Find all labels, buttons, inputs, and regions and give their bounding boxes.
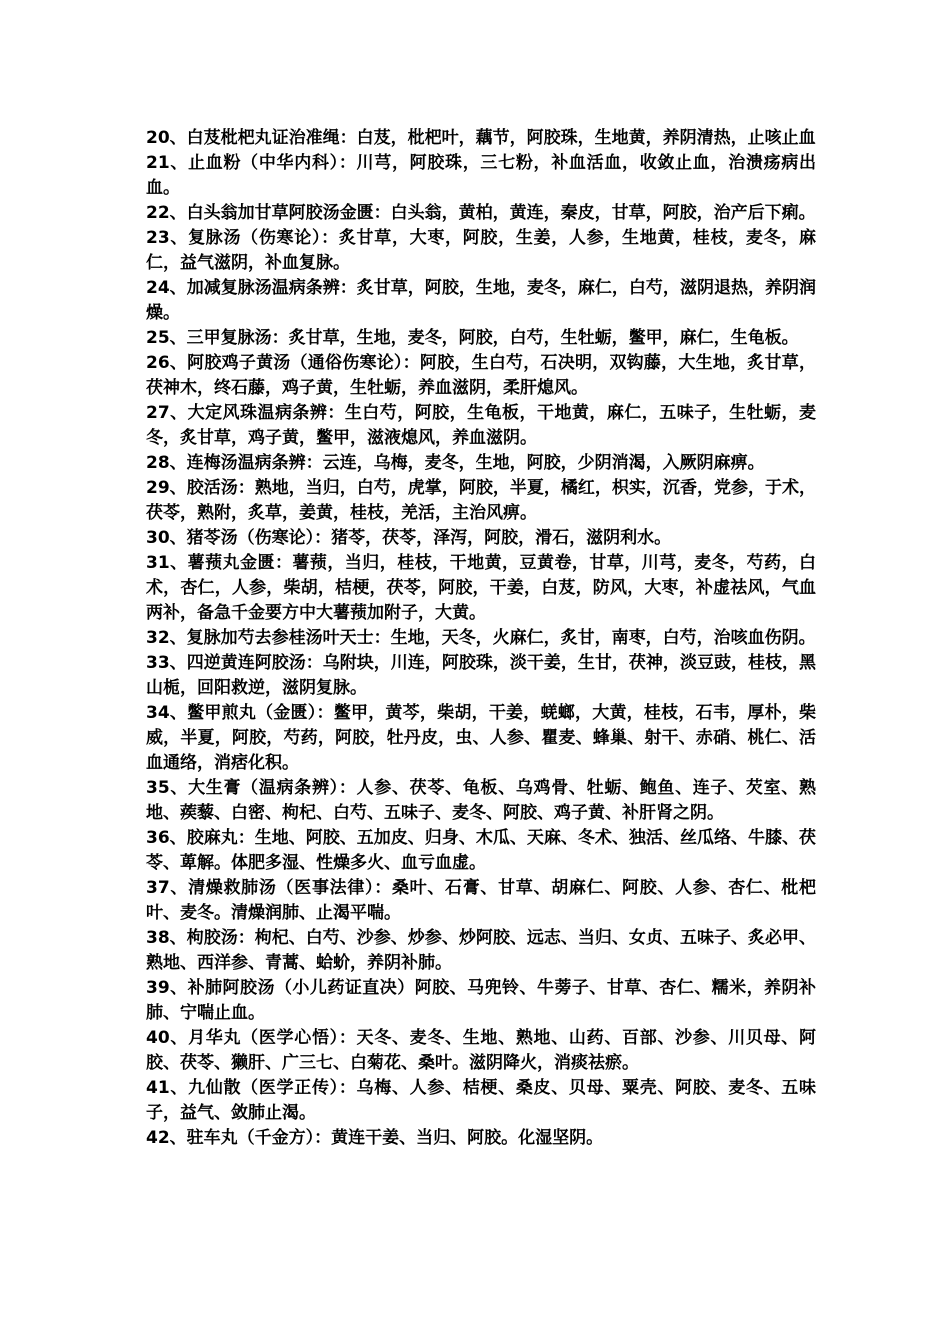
entry-number: 23 [146, 228, 170, 248]
entry-text: 、九仙散（医学正传）：乌梅、人参、桔梗、桑皮、贝母、粟壳、阿胶、麦冬、五味子，益气、敛肺止渴。 [146, 1078, 816, 1123]
entry-number: 21 [146, 153, 170, 173]
formula-entry [146, 626, 816, 651]
formula-entry [146, 151, 816, 201]
entry-text: 、枸胶汤：枸杞、白芍、沙参、炒参、炒阿胶、远志、当归、女贞、五味子、炙必甲、熟地、西洋参、青蒿、蛤蚧，养阴补肺。 [146, 928, 816, 973]
formula-entry [146, 476, 816, 526]
entry-number: 28 [146, 453, 170, 473]
entry-text: 、白头翁加甘草阿胶汤金匮：白头翁，黄柏，黄连，秦皮，甘草，阿胶，治产后下痢。 [169, 203, 816, 223]
formula-entry [146, 451, 816, 476]
entry-number: 32 [146, 628, 170, 648]
formula-entry [146, 701, 816, 776]
formula-entry [146, 1026, 816, 1076]
entry-number: 41 [146, 1078, 170, 1098]
formula-entry [146, 226, 816, 276]
formula-entry [146, 651, 816, 701]
formula-entry [146, 401, 816, 451]
entry-number: 20 [146, 128, 170, 148]
formula-entry [146, 926, 816, 976]
entry-number: 42 [146, 1128, 170, 1148]
entry-number: 40 [146, 1028, 170, 1048]
entry-text: 、驻车丸（千金方）：黄连干姜、当归、阿胶。化湿坚阴。 [169, 1128, 604, 1148]
entry-text: 、胶麻丸：生地、阿胶、五加皮、归身、木瓜、天麻、冬术、独活、丝瓜络、牛膝、茯苓、萆解。体肥多湿、性燥多火、血亏血虚。 [146, 828, 816, 873]
entry-text: 、大生膏（温病条辨）：人参、茯苓、龟板、乌鸡骨、牡蛎、鲍鱼、连子、芡室、熟地、蒺藜、白密、枸杞、白芍、五味子、麦冬、阿胶、鸡子黄、补肝肾之阴。 [146, 778, 816, 823]
entry-number: 35 [146, 778, 170, 798]
entry-number: 36 [146, 828, 170, 848]
entry-number: 30 [146, 528, 170, 548]
entry-text: 、复脉加芍去参桂汤叶天士：生地，天冬，火麻仁，炙甘，南枣，白芍，治咳血伤阴。 [169, 628, 816, 648]
entry-text: 、连梅汤温病条辨：云连，乌梅，麦冬，生地，阿胶，少阴消渴，入厥阴麻痹。 [169, 453, 765, 473]
formula-entry [146, 551, 816, 626]
entry-number: 37 [146, 878, 170, 898]
entry-text: 、补肺阿胶汤（小儿药证直决）阿胶、马兜铃、牛蒡子、甘草、杏仁、糯米，养阴补肺、宁喘止血。 [146, 978, 816, 1023]
formula-entry [146, 776, 816, 826]
entry-text: 、猪苓汤（伤寒论）：猪苓，茯苓，泽泻，阿胶，滑石，滋阴利水。 [169, 528, 672, 548]
formula-entry [146, 126, 816, 151]
entry-number: 27 [146, 403, 170, 423]
entry-number: 31 [146, 553, 170, 573]
entry-text: 、胶活汤：熟地，当归，白芍，虎掌，阿胶，半夏，橘红，枳实，沉香，党参，于术，茯苓，熟附，炙草，姜黄，桂枝，羌活，主治风痹。 [146, 478, 816, 523]
entry-text: 、四逆黄连阿胶汤：乌附块，川连，阿胶珠，淡干姜，生甘，茯神，淡豆豉，桂枝，黑山栀，回阳救逆，滋阴复脉。 [146, 653, 816, 698]
entry-text: 、加减复脉汤温病条辨：炙甘草，阿胶，生地，麦冬，麻仁，白芍，滋阴退热，养阴润燥。 [146, 278, 816, 323]
entry-number: 22 [146, 203, 170, 223]
entry-text: 、白芨枇杷丸证治准绳：白芨，枇杷叶，藕节，阿胶珠，生地黄，养阴清热，止咳止血 [169, 128, 816, 148]
entry-text: 、阿胶鸡子黄汤（通俗伤寒论）：阿胶，生白芍，石决明，双钩藤，大生地，炙甘草，茯神木，终石藤，鸡子黄，生牡蛎，养血滋阴，柔肝熄风。 [146, 353, 816, 398]
entry-text: 、清燥救肺汤（医事法律）：桑叶、石膏、甘草、胡麻仁、阿胶、人参、杏仁、枇杷叶、麦冬。清燥润肺、止渴平喘。 [146, 878, 816, 923]
entry-number: 26 [146, 353, 170, 373]
entry-number: 39 [146, 978, 170, 998]
entry-number: 34 [146, 703, 170, 723]
entry-text: 、复脉汤（伤寒论）：炙甘草，大枣，阿胶，生姜，人参，生地黄，桂枝，麦冬，麻仁，益气滋阴，补血复脉。 [146, 228, 816, 273]
formula-entry [146, 276, 816, 326]
entry-text: 、月华丸（医学心悟）：天冬、麦冬、生地、熟地、山药、百部、沙参、川贝母、阿胶、茯苓、獭肝、广三七、白菊花、桑叶。滋阴降火，消痰祛瘀。 [146, 1028, 816, 1073]
entry-number: 33 [146, 653, 170, 673]
formula-entry [146, 1126, 816, 1151]
formula-entry [146, 876, 816, 926]
formula-entry [146, 526, 816, 551]
entry-number: 25 [146, 328, 170, 348]
formula-entry [146, 326, 816, 351]
document-page [146, 126, 816, 1151]
entry-number: 24 [146, 278, 170, 298]
entry-text: 、大定风珠温病条辨：生白芍，阿胶，生龟板，干地黄，麻仁，五味子，生牡蛎，麦冬，炙甘草，鸡子黄，鳖甲，滋液熄风，养血滋阴。 [146, 403, 816, 448]
formula-entry [146, 351, 816, 401]
entry-number: 29 [146, 478, 170, 498]
entry-text: 、薯蓣丸金匮：薯蓣，当归，桂枝，干地黄，豆黄卷，甘草，川芎，麦冬，芍药，白术，杏仁，人参，柴胡，桔梗，茯苓，阿胶，干姜，白芨，防风，大枣，补虚祛风，气血两补，备急千金要方中大薯蓣加附子，大黄。 [146, 553, 816, 623]
entry-text: 、鳖甲煎丸（金匮）：鳖甲，黄芩，柴胡，干姜，蜣螂，大黄，桂枝，石韦，厚朴，柴威，半夏，阿胶，芍药，阿胶，牡丹皮，虫、人参、瞿麦、蜂巢、射干、赤硝、桃仁、活血通络，消痞化积。 [146, 703, 816, 773]
formula-entry [146, 201, 816, 226]
formula-entry [146, 1076, 816, 1126]
entry-text: 、止血粉（中华内科）：川芎，阿胶珠，三七粉，补血活血，收敛止血，治溃疡病出血。 [146, 153, 816, 198]
formula-entry [146, 826, 816, 876]
entry-number: 38 [146, 928, 170, 948]
entry-text: 、三甲复脉汤：炙甘草，生地，麦冬，阿胶，白芍，生牡蛎，鳖甲，麻仁，生龟板。 [169, 328, 799, 348]
formula-entry [146, 976, 816, 1026]
